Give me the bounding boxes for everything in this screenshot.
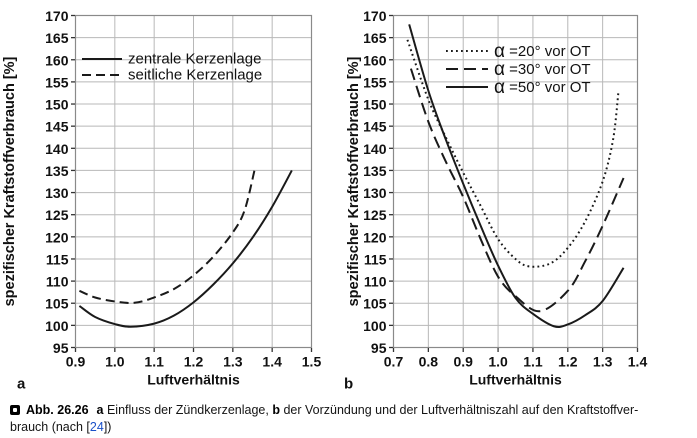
y-tick-label: 145 — [363, 118, 387, 135]
caption-line-2 — [10, 419, 692, 436]
figure-caption — [10, 402, 692, 436]
chart-panel-a — [2, 8, 321, 393]
y-tick-label: 170 — [363, 8, 387, 24]
y-tick-label: 120 — [45, 229, 69, 246]
x-tick-label: 0.7 — [383, 353, 404, 370]
panel-letter: a — [17, 375, 26, 393]
y-tick-label: 155 — [45, 74, 69, 91]
x-tick-label: 1.1 — [144, 353, 164, 370]
x-tick-label: 1.3 — [223, 353, 243, 370]
legend — [446, 41, 591, 98]
caption-panel-a-label: a — [96, 403, 104, 417]
y-tick-label: 95 — [52, 340, 69, 356]
y-tick-label: 140 — [45, 140, 69, 157]
figure-marker-icon — [10, 405, 20, 415]
legend-label: α =20° vor OT — [494, 40, 591, 62]
legend-label: α =30° vor OT — [494, 58, 591, 80]
caption-panel-b-label: b — [272, 403, 280, 417]
legend-label: α =50° vor OT — [494, 76, 591, 98]
x-axis-title: Luftverhältnis — [469, 371, 562, 388]
y-tick-label: 160 — [45, 52, 69, 69]
y-tick-label: 125 — [363, 207, 387, 224]
y-tick-label: 115 — [45, 251, 69, 268]
caption-panel-a-text: Einfluss der Zündkerzenlage, — [103, 403, 273, 417]
y-tick-label: 120 — [363, 229, 387, 246]
y-tick-label: 165 — [363, 30, 387, 47]
y-tick-label: 110 — [45, 273, 69, 290]
caption-line2-text: brauch (nach [ — [10, 420, 90, 434]
series-line-longdash — [411, 69, 624, 312]
legend-label: seitliche Kerzenlage — [128, 66, 263, 84]
caption-panel-b-text: der Vorzündung und der Luftverhältniszahl auf den Kraftstoffver- — [279, 403, 639, 417]
y-tick-label: 100 — [363, 317, 387, 334]
y-tick-label: 125 — [45, 207, 69, 224]
y-tick-label: 100 — [45, 317, 69, 334]
reference-link[interactable]: 24 — [89, 420, 104, 434]
y-axis-title: spezifischer Kraftstoffverbrauch [%] — [2, 56, 18, 307]
y-tick-label: 130 — [45, 185, 69, 202]
caption-figure-number: Abb. 26.26 — [26, 403, 89, 417]
y-tick-label: 160 — [363, 52, 387, 69]
x-tick-label: 1.2 — [558, 353, 578, 370]
legend — [82, 51, 262, 84]
x-tick-label: 1.3 — [592, 353, 613, 370]
x-axis-title: Luftverhältnis — [147, 371, 240, 388]
figure-marker-dot — [13, 408, 17, 412]
caption-line-1 — [10, 402, 692, 419]
x-tick-label: 1.4 — [262, 353, 282, 370]
y-tick-label: 150 — [45, 96, 69, 113]
y-tick-label: 110 — [363, 273, 387, 290]
y-tick-label: 145 — [45, 118, 69, 135]
y-tick-label: 135 — [45, 162, 69, 179]
x-tick-label: 0.9 — [65, 353, 86, 370]
y-tick-label: 105 — [363, 295, 387, 312]
x-tick-label: 0.9 — [453, 353, 473, 370]
chart-panel-b — [344, 8, 647, 393]
y-axis-title: spezifischer Kraftstoffverbrauch [%] — [346, 56, 362, 307]
x-tick-label: 1.1 — [523, 353, 543, 370]
x-tick-label: 1.4 — [627, 353, 648, 370]
x-tick-label: 1.0 — [488, 353, 508, 370]
y-tick-label: 130 — [363, 185, 387, 202]
panel-letter: b — [344, 375, 354, 393]
y-tick-label: 135 — [363, 162, 387, 179]
y-tick-label: 105 — [45, 295, 69, 312]
y-tick-label: 140 — [363, 140, 387, 157]
y-tick-label: 165 — [45, 30, 69, 47]
y-tick-label: 95 — [370, 340, 387, 356]
y-tick-label: 150 — [363, 96, 387, 113]
y-tick-label: 115 — [363, 251, 387, 268]
caption-line2-suffix: ]) — [103, 420, 112, 434]
x-tick-label: 1.5 — [301, 353, 322, 370]
x-tick-label: 1.2 — [183, 353, 204, 370]
x-tick-label: 0.8 — [418, 353, 439, 370]
x-tick-label: 1.0 — [105, 353, 125, 370]
y-tick-label: 170 — [45, 8, 69, 24]
y-tick-label: 155 — [363, 74, 387, 91]
legend-label: zentrale Kerzenlage — [128, 50, 262, 68]
